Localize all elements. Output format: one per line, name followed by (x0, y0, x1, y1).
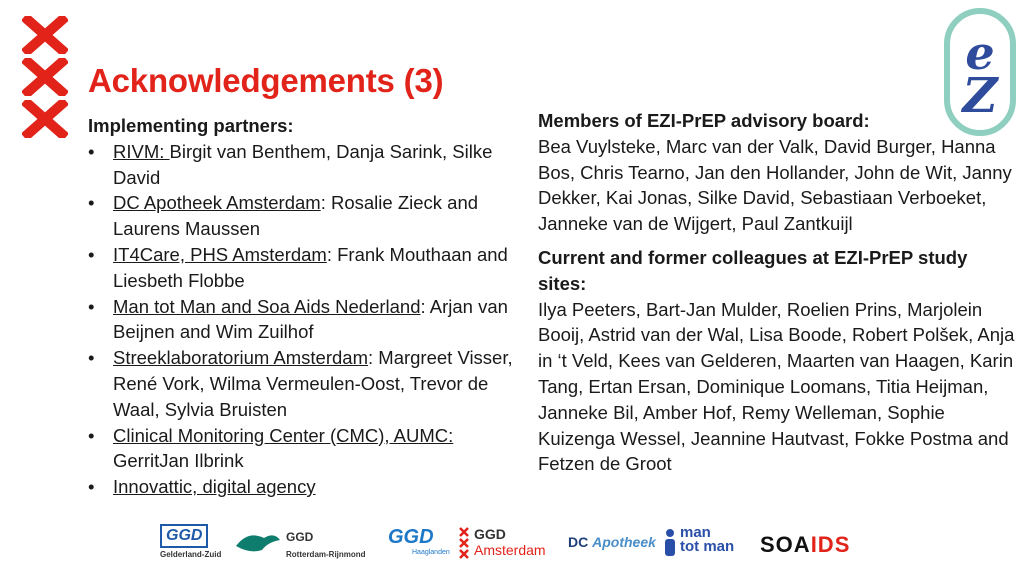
logo-letter-z: Z (962, 68, 998, 124)
acknowledgement-right-column (538, 108, 1016, 485)
page-title: Acknowledgements (3) (88, 62, 444, 99)
amsterdam-crosses (22, 16, 68, 142)
person-icon (662, 528, 678, 558)
bird-icon (234, 528, 282, 556)
partner-link[interactable]: DC Apotheek Amsterdam (113, 192, 321, 214)
list-item (88, 423, 518, 475)
logo-ggd-rotterdam (234, 528, 282, 576)
cross-icon (22, 16, 68, 54)
list-item (88, 294, 518, 346)
advisory-members: Bea Vuylsteke, Marc van der Valk, David Burger, Hanna Bos, Chris Tearno, Jan den Hollander, John de Wit, Janny Dekker, Kai Jonas, Silke David, Sebastiaan Verboeket, Janneke van de Wijgert, Paul Zantkuijl (538, 135, 1012, 235)
partner-names: : Margreet Visser, René Vork, Wilma Vermeulen-Oost, Trevor de Waal, Sylvia Bruisten (113, 347, 513, 420)
list-item (88, 139, 518, 191)
partner-names: : Arjan van Beijnen and Wim Zuilhof (113, 295, 508, 343)
list-item (88, 190, 518, 242)
logo-ggd-haaglanden: GGD Haaglanden (388, 526, 450, 556)
logo-ggd-gelderland-zuid: GGD Gelderland-Zuid (160, 524, 221, 572)
cross-icon (458, 526, 470, 560)
partner-link[interactable]: RIVM: (113, 140, 170, 162)
logo-letter-e: e (965, 26, 995, 80)
logo-dc-apotheek: DC Apotheek (568, 534, 656, 550)
partner-link[interactable]: Innovattic, digital agency (113, 476, 316, 498)
partner-link[interactable]: Clinical Monitoring Center (CMC), AUMC: (113, 424, 454, 446)
list-item (88, 474, 518, 500)
partner-logos: GGD Gelderland-Zuid GGD Rotterdam-Rijnmond GGD Haaglanden GGD Amsterdam DC Apotheek man tot man SOAIDS (150, 520, 870, 568)
implementing-partners-section (88, 113, 518, 500)
colleagues-members: Ilya Peeters, Bart-Jan Mulder, Roelien Prins, Marjolein Booij, Astrid van der Wal, Lisa Boode, Robert Polšek, Anja in ‘t Veld, Kees van Gelderen, Maarten van Haagen, Karin Tang, Ertan Ersan, Dominique Loomans, Titia Heijman, Janneke Bil, Amber Hof, Remy Welleman, Sophie Kuizenga Wessel, Jeannine Hautvast, Fokke Postma and Fetzen de Groot (538, 298, 1015, 475)
implementing-heading: Implementing partners: (88, 115, 294, 136)
cross-icon (22, 58, 68, 96)
partner-names: Birgit van Benthem, Danja Sarink, Silke David (113, 140, 493, 188)
advisory-heading: Members of EZI-PrEP advisory board: (538, 110, 870, 131)
partner-link[interactable]: Man tot Man and Soa Aids Nederland (113, 295, 421, 317)
list-item (88, 242, 518, 294)
cross-icon (22, 100, 68, 138)
partner-link[interactable]: IT4Care, PHS Amsterdam (113, 243, 327, 265)
logo-soa-aids: SOAIDS (760, 532, 851, 557)
list-item (88, 345, 518, 422)
partner-link[interactable]: Streeklaboratorium Amsterdam (113, 347, 368, 369)
colleagues-heading: Current and former colleagues at EZI-PrEP study sites: (538, 246, 968, 294)
logo-ggd-rotterdam-text: GGD Rotterdam-Rijnmond (286, 530, 366, 559)
partners-list (88, 139, 518, 500)
partner-names: : Frank Mouthaan and Liesbeth Flobbe (113, 243, 508, 291)
partner-names: GerritJan Ilbrink (113, 450, 244, 472)
partner-names: : Rosalie Zieck and Laurens Maussen (113, 192, 479, 240)
